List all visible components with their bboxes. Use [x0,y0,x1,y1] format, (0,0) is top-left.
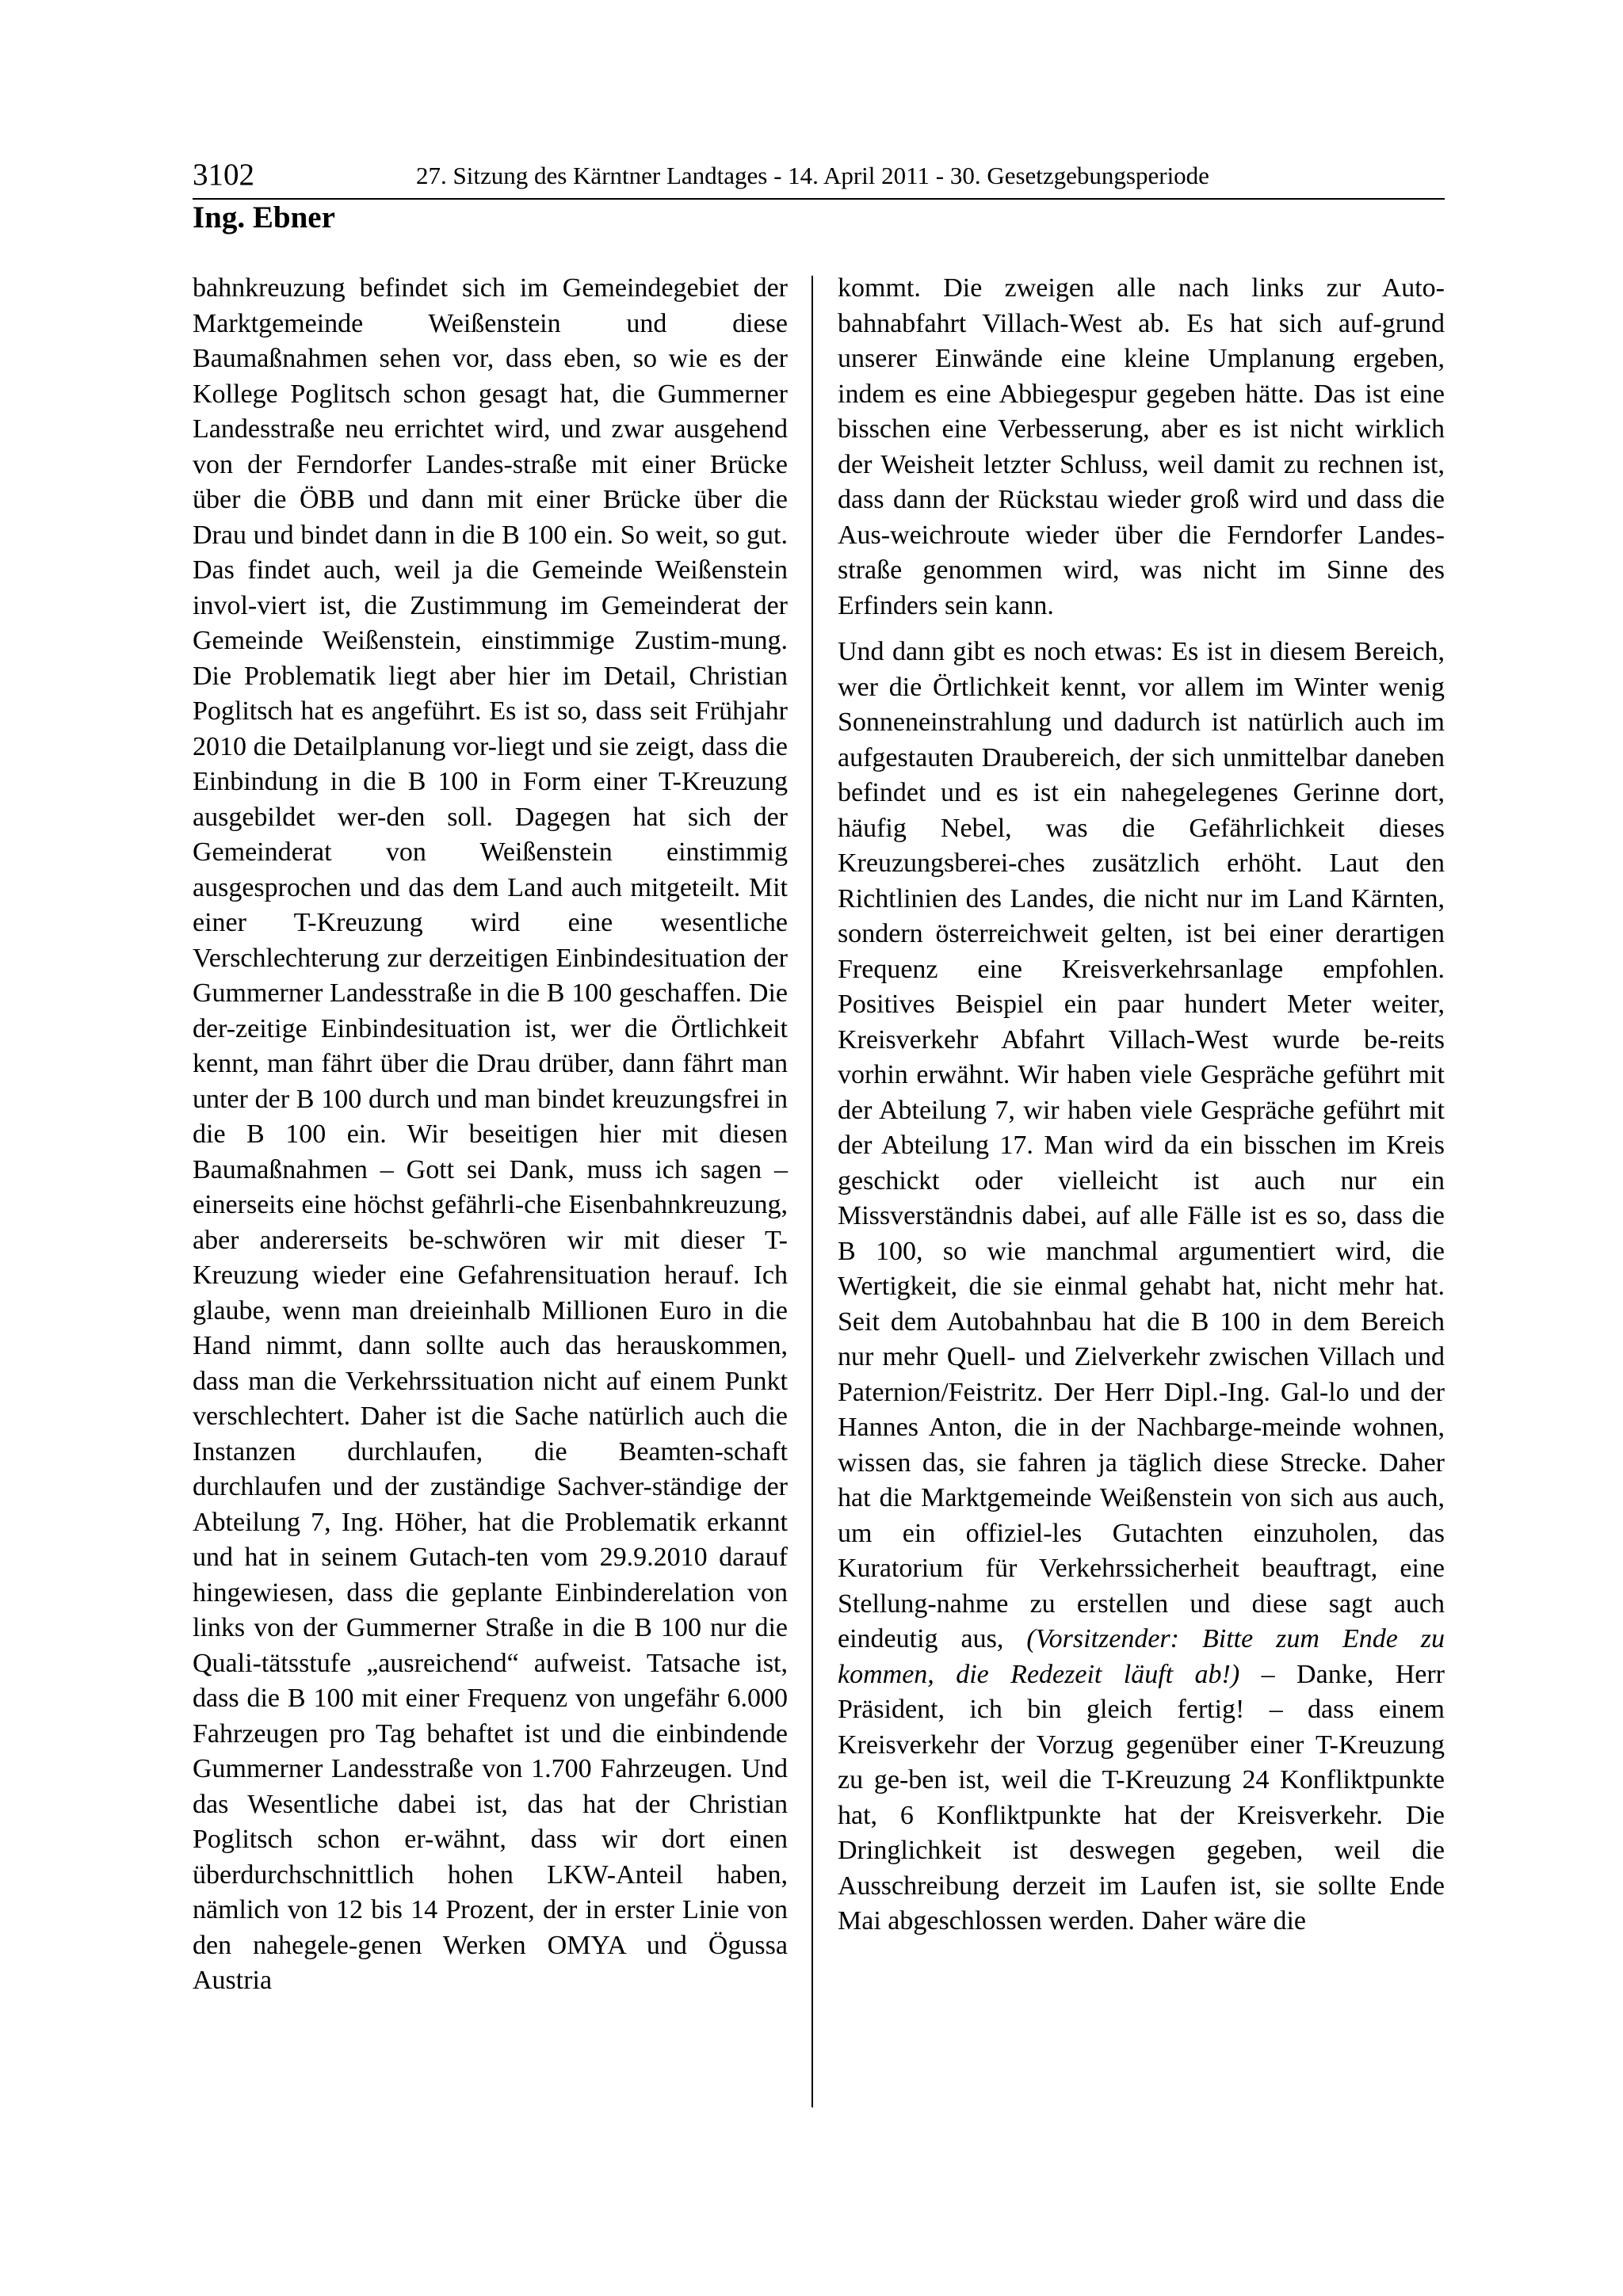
paragraph-2-text-after: – Danke, Herr Präsident, ich bin gleich fertig! – dass einem Kreisverkehr der Vorzug gegenüber einer T-Kreuzung zu ge-ben ist, weil die T-Kreuzung 24 Konfliktpunkte hat, 6 Konfliktpunkte hat der Kreisverkehr. Die Dringlichkeit ist deswegen gegeben, weil die Ausschreibung derzeit im Laufen ist, sie sollte Ende Mai abgeschlossen werden. Daher wäre die [838,1659,1445,1936]
page-number: 3102 [193,158,254,192]
running-title: 27. Sitzung des Kärntner Landtages - 14. April 2011 - 30. Gesetzgebungsperiode [416,162,1209,189]
chair-interjection: (Vorsitzender: Bitte zum Ende zu kommen, die Redezeit läuft ab!) [838,1624,1445,1689]
right-paragraph-1: kommt. Die zweigen alle nach links zur Auto-bahnabfahrt Villach-West ab. Es hat sich auf-grund unserer Einwände eine kleine Umplanung ergeben, indem es eine Abbiegespur gegeben hätte. Das ist eine bisschen eine Verbesserung, aber es ist nicht wirklich der Weisheit letzter Schluss, weil damit zu rechnen ist, dass dann der Rückstau wieder groß wird und dass die Aus-weichroute wieder über die Ferndorfer Landes-straße genommen wird, was nicht im Sinne des Erfinders sein kann. [838,273,1445,620]
paragraph-2-text-before: Und dann gibt es noch etwas: Es ist in diesem Bereich, wer die Örtlichkeit kennt, vor allem im Winter wenig Sonneneinstrahlung und dadurch ist natürlich auch im aufgestauten Draubereich, der sich unmittelbar daneben befindet und es ist ein nahegelegenes Gerinne dort, häufig Nebel, was die Gefährlichkeit dieses Kreuzungsberei-ches zusätzlich erhöht. Laut den Richtlinien des Landes, die nicht nur im Land Kärnten, sondern österreichweit gelten, ist bei einer derartigen Frequenz eine Kreisverkehrsanlage empfohlen. Positives Beispiel ein paar hundert Meter weiter, Kreisverkehr Abfahrt Villach-West wurde be-reits vorhin erwähnt. Wir haben viele Gespräche geführt mit der Abteilung 7, wir haben viele Gespräche geführt mit der Abteilung 17. Man wird da ein bisschen im Kreis geschickt oder vielleicht ist auch nur ein Missverständnis dabei, auf alle Fälle ist es so, dass die B 100, so wie manchmal argumentiert wird, die Wertigkeit, die sie einmal gehabt hat, nicht mehr hat. Seit dem Autobahnbau hat die B 100 in dem Bereich nur mehr Quell- und Zielverkehr zwischen Villach und Paternion/Feistritz. Der Herr Dipl.-Ing. Gal-lo und der Hannes Anton, die in der Nachbarge-meinde wohnen, wissen das, sie fahren ja täglich diese Strecke. Daher hat die Marktgemeinde Weißenstein von sich aus auch, um ein offiziel-les Gutachten einzuholen, das Kuratorium für Verkehrssicherheit beauftragt, eine Stellung-nahme zu erstellen und diese sagt auch eindeutig aus, [838,637,1445,1653]
header-rule [193,198,1445,200]
column-divider [812,276,813,2107]
page-header [193,151,1445,198]
left-column [193,271,788,2010]
right-paragraph-2 [838,635,1445,1939]
right-column [838,271,1445,1951]
left-paragraph-1: bahnkreuzung befindet sich im Gemeindegebiet der Marktgemeinde Weißenstein und diese Baumaßnahmen sehen vor, dass eben, so wie es der Kollege Poglitsch schon gesagt hat, die Gummerner Landesstraße neu errichtet wird, und zwar ausgehend von der Ferndorfer Landes-straße mit einer Brücke über die ÖBB und dann mit einer Brücke über die Drau und bindet dann in die B 100 ein. So weit, so gut. Das findet auch, weil ja die Gemeinde Weißenstein invol-viert ist, die Zustimmung im Gemeinderat der Gemeinde Weißenstein, einstimmige Zustim-mung. Die Problematik liegt aber hier im Detail, Christian Poglitsch hat es angeführt. Es ist so, dass seit Frühjahr 2010 die Detailplanung vor-liegt und sie zeigt, dass die Einbindung in die B 100 in Form einer T-Kreuzung ausgebildet wer-den soll. Dagegen hat sich der Gemeinderat von Weißenstein einstimmig ausgesprochen und das dem Land auch mitgeteilt. Mit einer T-Kreuzung wird eine wesentliche Verschlechterung zur derzeitigen Einbindesituation der Gummerner Landesstraße in die B 100 geschaffen. Die der-zeitige Einbindesituation ist, wer die Örtlichkeit kennt, man fährt über die Drau drüber, dann fährt man unter der B 100 durch und man bindet kreuzungsfrei in die B 100 ein. Wir beseitigen hier mit diesen Baumaßnahmen – Gott sei Dank, muss ich sagen – einerseits eine höchst gefährli-che Eisenbahnkreuzung, aber andererseits be-schwören wir mit dieser T-Kreuzung wieder eine Gefahrensituation herauf. Ich glaube, wenn man dreieinhalb Millionen Euro in die Hand nimmt, dann sollte auch das herauskommen, dass man die Verkehrssituation nicht auf einem Punkt verschlechtert. Daher ist die Sache natürlich auch die Instanzen durchlaufen, die Beamten-schaft durchlaufen und der zuständige Sachver-ständige der Abteilung 7, Ing. Höher, hat die Problematik erkannt und hat in seinem Gutach-ten vom 29.9.2010 darauf hingewiesen, dass die geplante Einbinderelation von links von der Gummerner Straße in die B 100 nur die Quali-tätsstufe „ausreichend“ aufweist. Tatsache ist, dass die B 100 mit einer Frequenz von ungefähr 6.000 Fahrzeugen pro Tag behaftet ist und die einbindende Gummerner Landesstraße von 1.700 Fahrzeugen. Und das Wesentliche dabei ist, das hat der Christian Poglitsch schon er-wähnt, dass wir dort einen überdurchschnittlich hohen LKW-Anteil haben, nämlich von 12 bis 14 Prozent, der in erster Linie von den nahegele-genen Werken OMYA und Ögussa Austria [193,273,788,1995]
speaker-name: Ing. Ebner [193,200,335,235]
